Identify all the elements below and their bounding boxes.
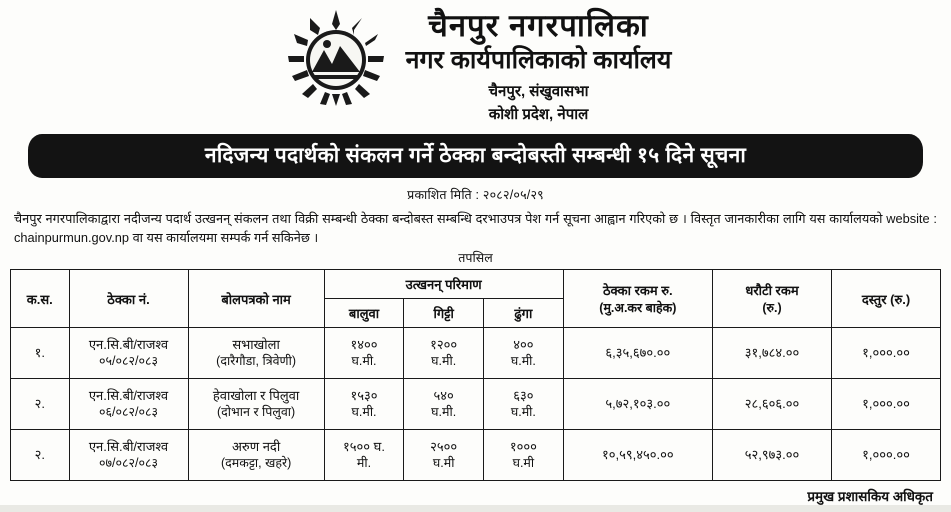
- cell-gravel-unit: घ.मी.: [431, 353, 457, 368]
- th-excavation-quantity: उत्खनन् परिमाण: [324, 270, 563, 299]
- title-banner-wrap: [28, 134, 923, 178]
- cell-stone-value: ४००: [513, 337, 534, 353]
- cell-bidder-name: [188, 430, 324, 481]
- cell-bidder-name-line1: हेवाखोला र पिलुवा: [212, 388, 300, 404]
- bottom-divider: [0, 505, 951, 512]
- th-fee: दस्तुर (रु.): [832, 270, 941, 328]
- cell-stone-unit: घ.मी.: [510, 353, 536, 368]
- table-row: [11, 328, 941, 379]
- cell-contract-number-line2: ०६/०८२/०८३: [99, 404, 158, 419]
- cell-contract-number-line2: ०७/०८२/०८३: [99, 455, 158, 470]
- cell-gravel: [404, 328, 484, 379]
- cell-contract-number: [69, 430, 188, 481]
- signature-designation: प्रमुख प्रशासकिय अधिकृत: [807, 489, 933, 505]
- cell-bidder-name-line1: अरुण नदी: [231, 439, 281, 455]
- cell-contract-number-line1: एन.सि.बी/राजश्व: [88, 388, 169, 404]
- cell-sand-unit: घ.मी.: [351, 353, 377, 368]
- cell-stone: [484, 379, 564, 430]
- cell-sand: [324, 328, 404, 379]
- office-address: चैनपुर, संखुवासभा: [488, 82, 589, 100]
- cell-contract-amount: १०,५९,४५०.००: [563, 430, 712, 481]
- th-gravel: गिट्टी: [404, 299, 484, 328]
- cell-gravel: [404, 379, 484, 430]
- schedule-label: तपसिल: [458, 251, 493, 266]
- cell-serial-number: २.: [11, 430, 70, 481]
- cell-bidder-name-line2: (दमकट्टा, खहरे): [220, 455, 292, 470]
- table-header-row-1: [11, 270, 941, 299]
- cell-contract-number-line1: एन.सि.बी/राजश्व: [88, 337, 169, 353]
- cell-contract-number: [69, 379, 188, 430]
- notice-table-wrap: [10, 269, 941, 481]
- contracts-table-body: [11, 328, 941, 481]
- document-header: [0, 0, 951, 124]
- cell-fee: १,०००.००: [832, 430, 941, 481]
- cell-stone-unit: घ.मी: [512, 455, 535, 470]
- cell-sand-value: १४००: [350, 337, 378, 353]
- cell-gravel-unit: घ.मी.: [431, 404, 457, 419]
- th-contract-amount-line1: ठेक्का रकम रु.: [603, 283, 673, 299]
- cell-gravel: [404, 430, 484, 481]
- cell-stone-value: ६३०: [513, 388, 534, 404]
- cell-gravel-value: २५००: [430, 439, 458, 455]
- office-name: नगर कार्यपालिकाको कार्यालय: [405, 45, 672, 74]
- cell-sand-unit: मी.: [356, 455, 372, 470]
- th-deposit-line1: धरौटी रकम: [745, 283, 799, 299]
- th-contract-amount: [563, 270, 712, 328]
- cell-bidder-name-line2: (दारैगौडा, त्रिवेणी): [216, 353, 296, 368]
- cell-gravel-unit: घ.मी: [432, 455, 455, 470]
- cell-stone-unit: घ.मी.: [510, 404, 536, 419]
- cell-serial-number: २.: [11, 379, 70, 430]
- header-text-block: [406, 6, 672, 124]
- cell-fee: १,०००.००: [832, 379, 941, 430]
- th-stone: ढुंगा: [484, 299, 564, 328]
- cell-bidder-name-line2: (दोभान र पिलुवा): [216, 404, 296, 419]
- cell-stone: [484, 430, 564, 481]
- cell-serial-number: १.: [11, 328, 70, 379]
- organization-name: चैनपुर नगरपालिका: [428, 8, 649, 43]
- cell-contract-number-line1: एन.सि.बी/राजश्व: [88, 439, 169, 455]
- cell-sand: [324, 430, 404, 481]
- office-province: कोशी प्रदेश, नेपाल: [488, 105, 589, 123]
- cell-deposit: ३१,७८४.००: [712, 328, 831, 379]
- cell-deposit: २८,६०६.००: [712, 379, 831, 430]
- municipality-emblem-icon: [280, 8, 392, 120]
- table-row: [11, 379, 941, 430]
- th-deposit-line2: (रु.): [762, 301, 782, 316]
- cell-bidder-name-line1: सभाखोला: [232, 337, 280, 353]
- cell-contract-number-line2: ०५/०८२/०८३: [99, 353, 158, 368]
- th-contract-number: ठेक्का नं.: [69, 270, 188, 328]
- cell-gravel-value: ५४०: [433, 388, 454, 404]
- cell-contract-amount: ५,७२,१०३.००: [563, 379, 712, 430]
- cell-stone-value: १०००: [509, 439, 537, 455]
- cell-contract-number: [69, 328, 188, 379]
- cell-contract-amount: ६,३५,६७०.००: [563, 328, 712, 379]
- cell-deposit: ५२,९७३.००: [712, 430, 831, 481]
- th-serial-number: क.स.: [11, 270, 70, 328]
- cell-sand-value: १५३०: [350, 388, 378, 404]
- cell-sand: [324, 379, 404, 430]
- cell-fee: १,०००.००: [832, 328, 941, 379]
- th-bidder-name: बोलपत्रको नाम: [188, 270, 324, 328]
- notice-title: नदिजन्य पदार्थको संकलन गर्ने ठेक्का बन्दोबस्ती सम्बन्धी १५ दिने सूचना: [28, 134, 923, 178]
- cell-sand-value: १५०० घ.: [343, 439, 385, 455]
- publication-date: प्रकाशित मिति : २०८२/०५/२९: [407, 187, 544, 202]
- cell-bidder-name: [188, 379, 324, 430]
- notice-paragraph: चैनपुर नगरपालिकाद्वारा नदीजन्य पदार्थ उत्खनन् संकलन तथा विक्री सम्बन्धी ठेक्का बन्दोबस्त सम्बन्धि दरभाउपत्र पेश गर्न सूचना आह्वान गरिएको छ । विस्तृत जानकारीका लागि यस कार्यालयको website : chainpurmun.gov.np वा यस कार्यालयमा सम्पर्क गर्न सकिनेछ ।: [14, 210, 937, 246]
- th-sand: बालुवा: [324, 299, 404, 328]
- table-row: [11, 430, 941, 481]
- cell-bidder-name: [188, 328, 324, 379]
- cell-gravel-value: १२००: [430, 337, 458, 353]
- cell-sand-unit: घ.मी.: [351, 404, 377, 419]
- th-deposit: [712, 270, 831, 328]
- cell-stone: [484, 328, 564, 379]
- th-contract-amount-line2: (मु.अ.कर बाहेक): [599, 301, 677, 316]
- contracts-table: [10, 269, 941, 481]
